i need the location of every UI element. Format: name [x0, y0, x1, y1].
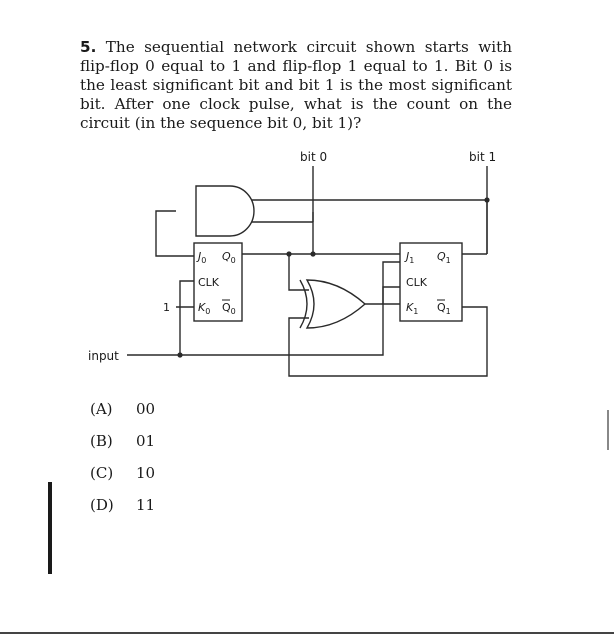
choice-b[interactable]: (B) 01: [90, 432, 156, 450]
svg-text:Q0: $Q_0$: [222, 301, 236, 316]
question-body: The sequential network circuit shown starts with flip-flop 0 equal to 1 and flip-flop 1 equal to 1. Bit 0 is the least significant bit and bit 1 is the most significant bit. After one clock pulse, what is the count on the circuit (in the sequence bit 0, bit 1)?: [80, 38, 513, 132]
q1-junction: [484, 197, 489, 202]
xor-gate: [300, 280, 365, 328]
ff1-clk-label: CLK: [406, 276, 428, 289]
svg-text:J1: $J_1$: [406, 250, 415, 265]
constant-one-label: 1: [163, 301, 170, 314]
q0-to-xor-wire: [289, 254, 309, 290]
q0-junction: [310, 251, 315, 256]
bit0-label: bit 0: [300, 150, 328, 164]
bottom-rule: [0, 632, 614, 634]
input-wire: [127, 287, 400, 355]
and-output-wire: [156, 211, 194, 256]
svg-text:Q0: $Q_0$: [222, 250, 236, 265]
svg-text:K1: $K_1$: [406, 301, 419, 316]
right-margin-bar: [607, 410, 609, 450]
svg-text:J0: $J_0$: [198, 250, 207, 265]
bit1-label: bit 1: [469, 150, 497, 164]
question-number: 5.: [80, 38, 97, 56]
choice-d[interactable]: (D) 11: [90, 496, 156, 514]
answer-choices: [90, 400, 155, 528]
svg-text:K0: $K_0$: [198, 301, 211, 316]
input-label: input: [88, 349, 119, 363]
ff0-clk-label: CLK: [198, 276, 220, 289]
svg-text:Q1: $Q_1$: [437, 301, 451, 316]
and-gate: [196, 186, 254, 236]
left-margin-bar: [48, 482, 52, 574]
svg-text:Q1: $Q_1$: [437, 250, 451, 265]
flip-flop-0: [194, 243, 242, 321]
choice-c[interactable]: (C) 10: [90, 464, 156, 482]
flip-flop-1: [400, 243, 462, 321]
clk0-wire: [180, 281, 194, 355]
choice-a[interactable]: (A) 00: [90, 400, 156, 418]
input-junction: [177, 352, 182, 357]
xor-to-j1-wire: [383, 262, 400, 304]
